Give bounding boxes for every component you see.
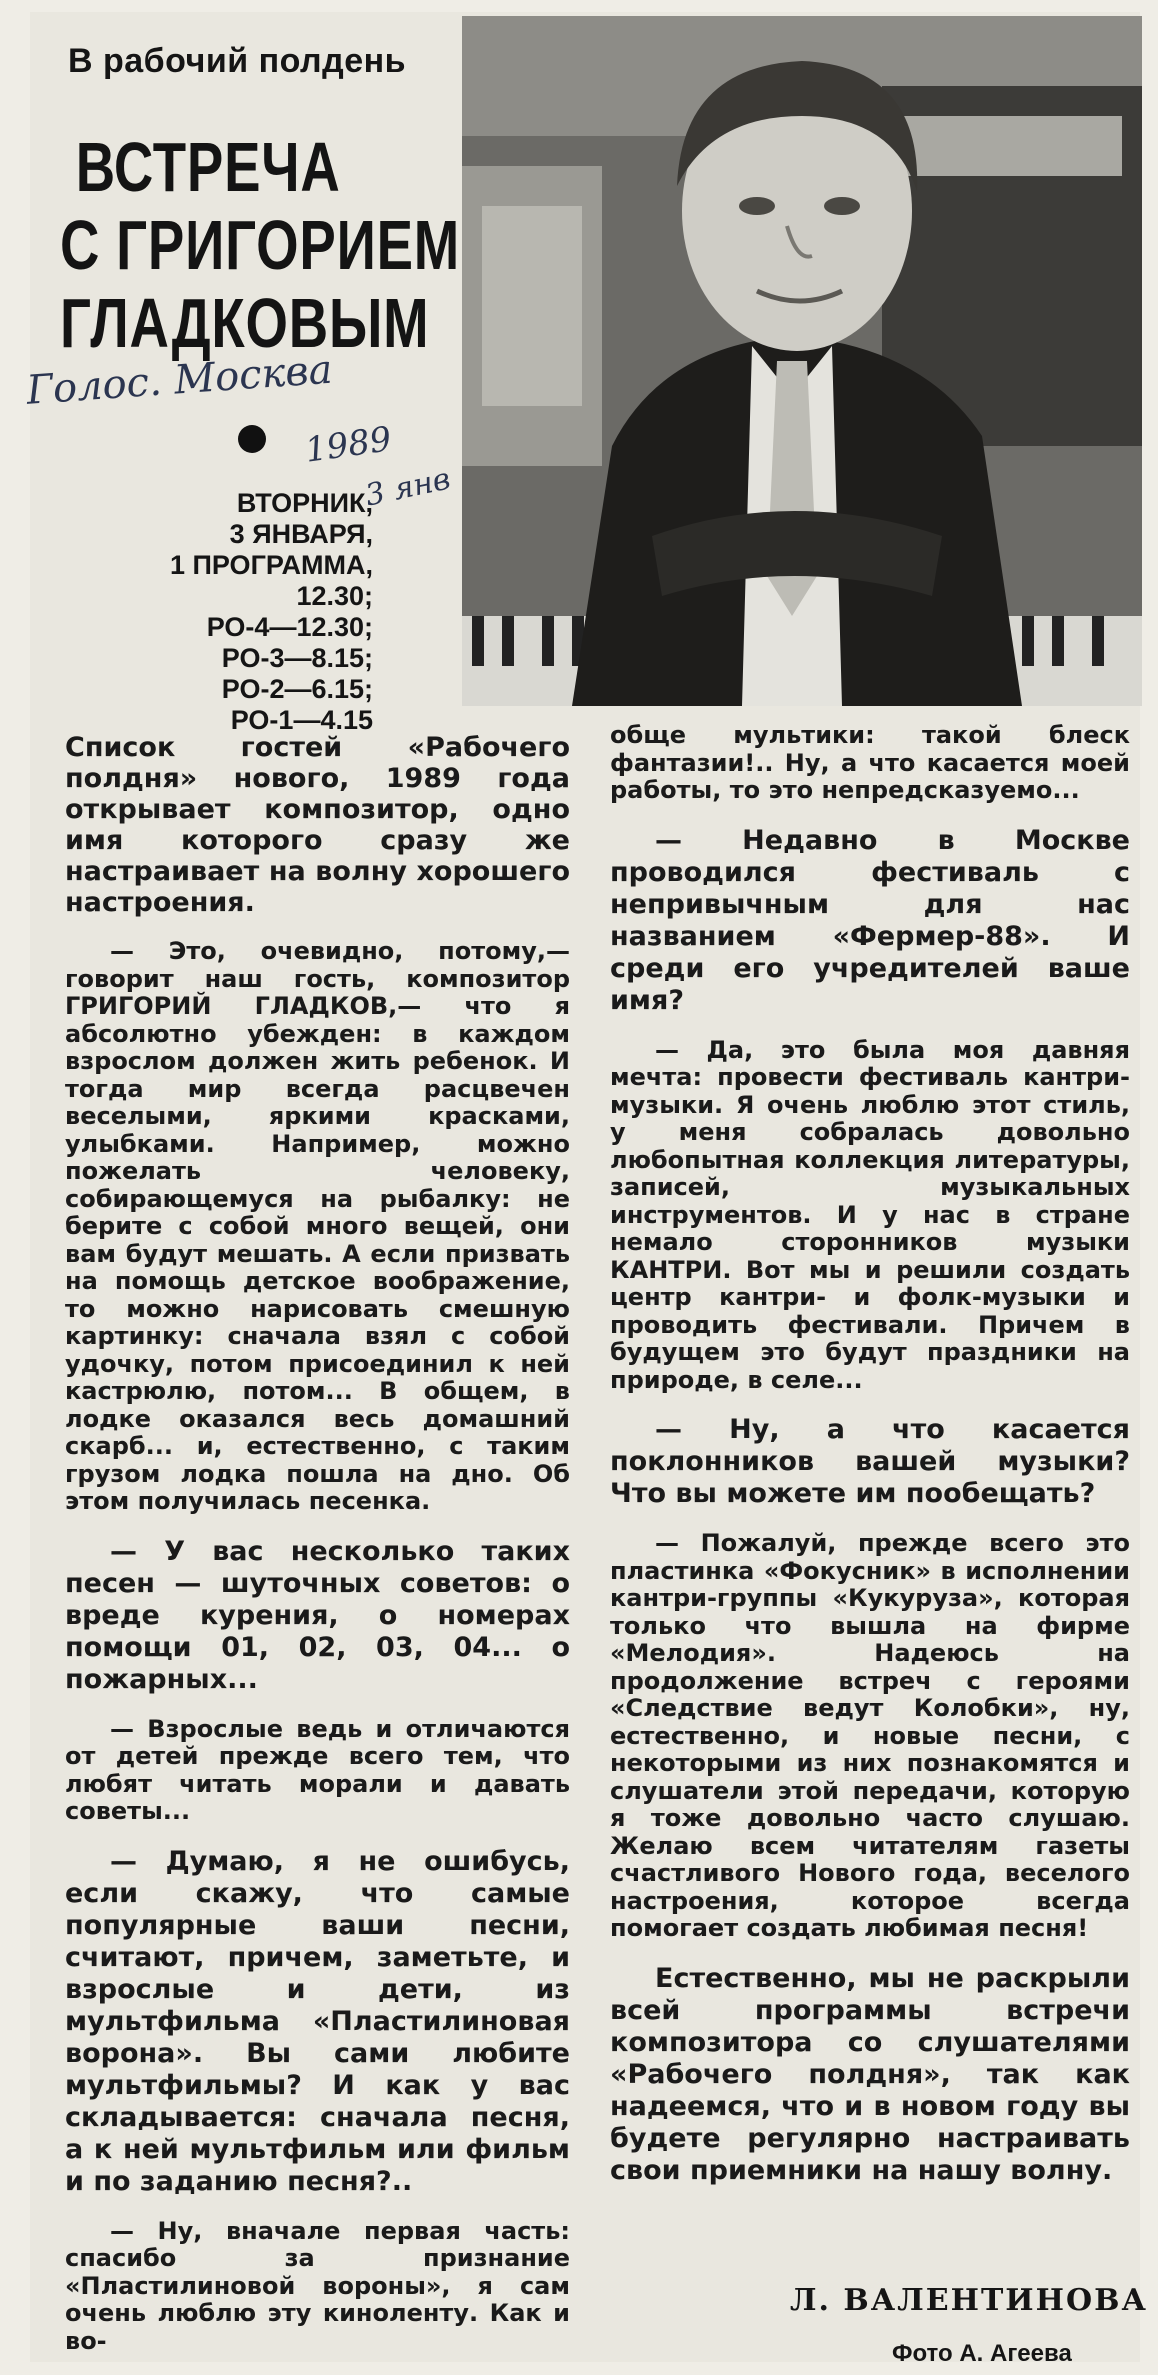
schedule-line: РО-4—12.30; <box>206 612 373 642</box>
headline-line: ГЛАДКОВЫМ <box>60 284 430 362</box>
handwritten-year-note: 1989 <box>302 419 394 471</box>
author-signature: Л. ВАЛЕНТИНОВА <box>790 2283 1148 2318</box>
portrait-photo <box>462 16 1142 706</box>
headline-line: ВСТРЕЧА <box>75 128 341 206</box>
article-column-left <box>65 732 570 2375</box>
schedule-line: 12.30; <box>296 581 373 611</box>
article-paragraph: — Это, очевидно, потому,— говорит наш гость, композитор ГРИГОРИЙ ГЛАДКОВ,— что я абсолютно убежден: в каждом взрослом должен жить ребенок. И тогда мир всегда расцвечен веселыми, яркими красками, улыбками. Например, можно пожелать человеку, собирающемуся на рыбалку: не берите с собой много вещей, они вам будут мешать. А если призвать на помощь детское воображение, то можно нарисовать смешную картинку: сначала взял с собой удочку, потом присоединил к ней кастрюлю, потом... В общем, в лодке оказался весь домашний скарб... и, естественно, с таким грузом лодка пошла на дно. Об этом получилась песенка. <box>65 937 570 1515</box>
article-paragraph: — Взрослые ведь и отличаются от детей прежде всего тем, что любят читать морали и давать советы... <box>65 1714 570 1825</box>
handwritten-date-note: 3 янв <box>362 461 454 514</box>
article-paragraph: — Да, это была моя давняя мечта: провести фестиваль кантри-музыки. Я очень люблю этот стиль, у меня собралась довольно любопытная коллекция литературы, записей, музыкальных инструментов. И у нас в стране немало сторонников музыки КАНТРИ. Вот мы и решили создать центр кантри- и фолк-музыки и проводить фестивали. Причем в будущем это будут праздники на природе, в селе... <box>610 1035 1130 1394</box>
article-paragraph: обще мультики: такой блеск фантазии!.. Ну, а что касается моей работы, то это непредсказуемо... <box>610 721 1130 804</box>
headline-line: С ГРИГОРИЕМ <box>60 206 461 284</box>
article-paragraph: Естественно, мы не раскрыли всей программы встречи композитора со слушателями «Рабочего полдня», так как надеемся, что и в новом году вы будете регулярно настраивать свои приемники на нашу волну. <box>610 1962 1130 2186</box>
schedule-line: РО-3—8.15; <box>221 643 373 673</box>
schedule-line: РО-1—4.15 <box>230 705 373 735</box>
article-paragraph: — Недавно в Москве проводился фестиваль с непривычным для нас названием «Фермер-88». И среди его учредителей ваше имя? <box>610 824 1130 1016</box>
schedule-line: РО-2—6.15; <box>221 674 373 704</box>
article-column-right <box>610 722 1130 2207</box>
article-paragraph: — Пожалуй, прежде всего это пластинка «Фокусник» в исполнении кантри-группы «Кукуруза», которая только что вышла на фирме «Мелодия». Надеюсь на продолжение встреч с героями «Следствие ведут Колобки», ну, естественно, и новые песни, с некоторыми из них познакомятся и слушатели этой передачи, которую я тоже довольно часто слушаю. Желаю всем читателям газеты счастливого Нового года, веселого настроения, которое всегда помогает создать любимая песня! <box>610 1529 1130 1942</box>
article-paragraph: — У вас несколько таких песен — шуточных советов: о вреде курения, о номерах помощи 01, 02, 03, 04... о пожарных... <box>65 1535 570 1695</box>
rubric-label: В рабочий полдень <box>68 42 407 80</box>
photo-credit: Фото А. Агеева <box>892 2340 1072 2367</box>
handwritten-source-note: Голос. Москва <box>25 346 334 414</box>
article-paragraph: Список гостей «Рабочего полдня» нового, 1989 года открывает композитор, одно имя которого сразу же настраивает на волну хорошего настроения. <box>65 732 570 918</box>
broadcast-schedule <box>43 488 373 736</box>
portrait-illustration <box>462 16 1142 706</box>
headline <box>60 128 461 362</box>
article-paragraph: — Думаю, я не ошибусь, если скажу, что самые популярные ваши песни, считают, причем, заметьте, и взрослые и дети, из мультфильма «Пластилиновая ворона». Вы сами любите мультфильмы? И как у вас складывается: сначала песня, а к ней мультфильм или фильм и по заданию песня?.. <box>65 1845 570 2197</box>
schedule-line: 1 ПРОГРАММА, <box>169 550 373 580</box>
schedule-line: 3 ЯНВАРЯ, <box>229 519 373 549</box>
bullet-dot-icon <box>238 425 266 453</box>
article-paragraph: — Ну, а что касается поклонников вашей музыки? Что вы можете им пообещать? <box>610 1414 1130 1509</box>
schedule-line: ВТОРНИК, <box>236 488 373 518</box>
article-paragraph: — Ну, вначале первая часть: спасибо за признание «Пластилиновой вороны», я сам очень люблю эту киноленту. Как и во- <box>65 2216 570 2355</box>
